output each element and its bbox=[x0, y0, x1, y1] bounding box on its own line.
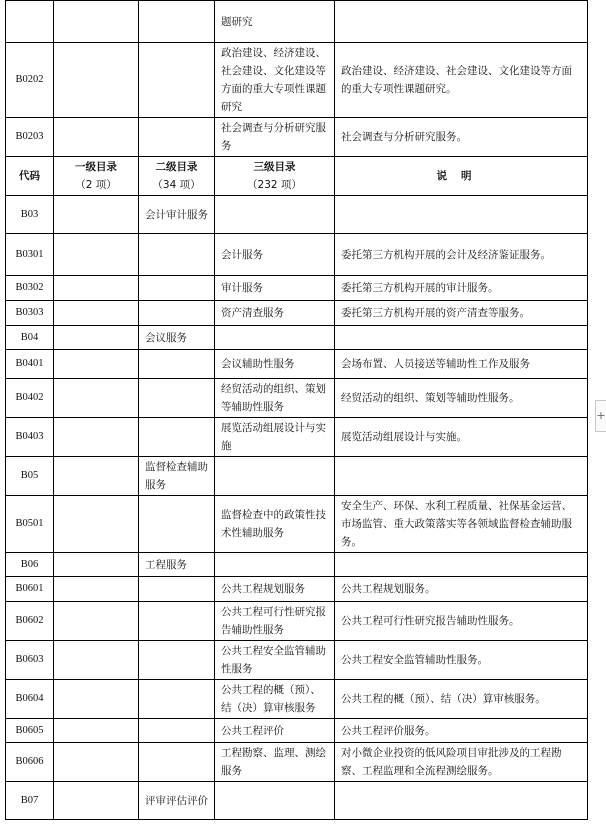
table-row bbox=[6, 641, 588, 680]
cell-level2 bbox=[139, 602, 215, 641]
cell-level1 bbox=[54, 680, 139, 719]
cell-note bbox=[335, 782, 588, 820]
table-body-top bbox=[6, 1, 588, 157]
table-header bbox=[6, 157, 588, 196]
cell-level3: 审计服务 bbox=[215, 276, 335, 301]
cell-level1 bbox=[54, 43, 139, 118]
cell-level3: 经贸活动的组织、策划等辅助性服务 bbox=[215, 379, 335, 418]
cell-level3: 公共工程安全监管辅助性服务 bbox=[215, 641, 335, 680]
cell-level3: 公共工程可行性研究报告辅助性服务 bbox=[215, 602, 335, 641]
cell-level2 bbox=[139, 118, 215, 157]
cell-level1 bbox=[54, 196, 139, 234]
table-row bbox=[6, 680, 588, 719]
cell-level1 bbox=[54, 782, 139, 820]
header-level1: 一级目录 （2 项） bbox=[54, 157, 139, 196]
cell-level2 bbox=[139, 719, 215, 743]
cell-code: B07 bbox=[6, 782, 54, 820]
table-row bbox=[6, 1, 588, 43]
expand-tab[interactable] bbox=[595, 400, 606, 432]
cell-code: B0402 bbox=[6, 379, 54, 418]
header-level2: 二级目录 （34 项） bbox=[139, 157, 215, 196]
cell-level1 bbox=[54, 719, 139, 743]
cell-level2 bbox=[139, 418, 215, 457]
cell-level1 bbox=[54, 118, 139, 157]
cell-level3: 会计服务 bbox=[215, 234, 335, 276]
cell-code: B0606 bbox=[6, 743, 54, 782]
cell-note: 公共工程评价服务。 bbox=[335, 719, 588, 743]
table-row bbox=[6, 301, 588, 326]
cell-note: 政治建设、经济建设、社会建设、文化建设等方面的重大专项性课题研究。 bbox=[335, 43, 588, 118]
cell-level2 bbox=[139, 680, 215, 719]
table-row bbox=[6, 602, 588, 641]
cell-level2 bbox=[139, 379, 215, 418]
cell-level1 bbox=[54, 602, 139, 641]
cell-code bbox=[6, 1, 54, 43]
cell-level3: 工程勘察、监理、测绘服务 bbox=[215, 743, 335, 782]
cell-code: B0203 bbox=[6, 118, 54, 157]
cell-code: B0202 bbox=[6, 43, 54, 118]
header-level3: 三级目录 （232 项） bbox=[215, 157, 335, 196]
cell-code: B0401 bbox=[6, 350, 54, 379]
cell-level2 bbox=[139, 301, 215, 326]
cell-level3 bbox=[215, 457, 335, 496]
cell-level3: 资产清查服务 bbox=[215, 301, 335, 326]
cell-note: 委托第三方机构开展的资产清查等服务。 bbox=[335, 301, 588, 326]
cell-note: 展览活动组展设计与实施。 bbox=[335, 418, 588, 457]
cell-code: B0403 bbox=[6, 418, 54, 457]
cell-code: B0501 bbox=[6, 496, 54, 553]
cell-level3: 公共工程的概（预）、结（决）算审核服务 bbox=[215, 680, 335, 719]
header-note: 说明 bbox=[335, 157, 588, 196]
cell-code: B0603 bbox=[6, 641, 54, 680]
cell-level3: 监督检查中的政策性技术性辅助服务 bbox=[215, 496, 335, 553]
cell-code: B0303 bbox=[6, 301, 54, 326]
cell-level3: 社会调查与分析研究服务 bbox=[215, 118, 335, 157]
table-row bbox=[6, 496, 588, 553]
table-row bbox=[6, 719, 588, 743]
cell-level2 bbox=[139, 43, 215, 118]
cell-level1 bbox=[54, 379, 139, 418]
cell-level3: 公共工程规划服务 bbox=[215, 577, 335, 602]
cell-level3: 会议辅助性服务 bbox=[215, 350, 335, 379]
table-row bbox=[6, 196, 588, 234]
cell-code: B0602 bbox=[6, 602, 54, 641]
cell-level2: 评审评估评价 bbox=[139, 782, 215, 820]
table-row bbox=[6, 326, 588, 350]
cell-level1 bbox=[54, 326, 139, 350]
catalog-table bbox=[5, 0, 588, 820]
table-row bbox=[6, 577, 588, 602]
cell-note: 社会调查与分析研究服务。 bbox=[335, 118, 588, 157]
cell-level2 bbox=[139, 496, 215, 553]
cell-level2: 工程服务 bbox=[139, 553, 215, 577]
table-body-main bbox=[6, 196, 588, 820]
cell-note: 委托第三方机构开展的审计服务。 bbox=[335, 276, 588, 301]
cell-level1 bbox=[54, 457, 139, 496]
cell-level3 bbox=[215, 553, 335, 577]
cell-note: 公共工程安全监管辅助性服务。 bbox=[335, 641, 588, 680]
table-row bbox=[6, 418, 588, 457]
table-row bbox=[6, 350, 588, 379]
table-row bbox=[6, 782, 588, 820]
cell-code: B0302 bbox=[6, 276, 54, 301]
cell-level1 bbox=[54, 641, 139, 680]
table-row bbox=[6, 234, 588, 276]
table-row bbox=[6, 276, 588, 301]
cell-level3: 展览活动组展设计与实施 bbox=[215, 418, 335, 457]
cell-note bbox=[335, 196, 588, 234]
cell-level2 bbox=[139, 743, 215, 782]
cell-note: 委托第三方机构开展的会计及经济鉴证服务。 bbox=[335, 234, 588, 276]
cell-level1 bbox=[54, 234, 139, 276]
header-row bbox=[6, 157, 588, 196]
cell-level2 bbox=[139, 276, 215, 301]
table-row bbox=[6, 457, 588, 496]
cell-level2 bbox=[139, 350, 215, 379]
cell-level1 bbox=[54, 350, 139, 379]
cell-level2 bbox=[139, 577, 215, 602]
cell-level1 bbox=[54, 301, 139, 326]
cell-code: B06 bbox=[6, 553, 54, 577]
cell-code: B0601 bbox=[6, 577, 54, 602]
cell-level1 bbox=[54, 553, 139, 577]
table-row bbox=[6, 743, 588, 782]
cell-note: 会场布置、人员接送等辅助性工作及服务 bbox=[335, 350, 588, 379]
cell-note bbox=[335, 457, 588, 496]
cell-level1 bbox=[54, 1, 139, 43]
cell-note: 经贸活动的组织、策划等辅助性服务。 bbox=[335, 379, 588, 418]
cell-level3: 政治建设、经济建设、社会建设、文化建设等方面的重大专项性课题研究 bbox=[215, 43, 335, 118]
cell-level1 bbox=[54, 743, 139, 782]
table-row bbox=[6, 379, 588, 418]
cell-note: 安全生产、环保、水利工程质量、社保基金运营、市场监管、重大政策落实等各领域监督检查辅助服务。 bbox=[335, 496, 588, 553]
table-row bbox=[6, 43, 588, 118]
cell-note bbox=[335, 553, 588, 577]
cell-code: B0301 bbox=[6, 234, 54, 276]
cell-level2 bbox=[139, 641, 215, 680]
table-row bbox=[6, 118, 588, 157]
cell-note: 公共工程可行性研究报告辅助性服务。 bbox=[335, 602, 588, 641]
cell-note: 公共工程的概（预）、结（决）算审核服务。 bbox=[335, 680, 588, 719]
cell-level2: 会议服务 bbox=[139, 326, 215, 350]
cell-level2 bbox=[139, 234, 215, 276]
cell-code: B04 bbox=[6, 326, 54, 350]
cell-level3: 公共工程评价 bbox=[215, 719, 335, 743]
cell-note: 公共工程规划服务。 bbox=[335, 577, 588, 602]
cell-code: B0605 bbox=[6, 719, 54, 743]
table-row bbox=[6, 553, 588, 577]
cell-code: B03 bbox=[6, 196, 54, 234]
cell-level2: 监督检查辅助服务 bbox=[139, 457, 215, 496]
cell-level3: 题研究 bbox=[215, 1, 335, 43]
cell-level2: 会计审计服务 bbox=[139, 196, 215, 234]
cell-level1 bbox=[54, 496, 139, 553]
cell-level1 bbox=[54, 276, 139, 301]
cell-note bbox=[335, 326, 588, 350]
plus-icon: + bbox=[596, 409, 606, 422]
cell-level3 bbox=[215, 782, 335, 820]
cell-note bbox=[335, 1, 588, 43]
cell-note: 对小微企业投资的低风险项目审批涉及的工程勘察、工程监理和全流程测绘服务。 bbox=[335, 743, 588, 782]
cell-level2 bbox=[139, 1, 215, 43]
header-code: 代码 bbox=[6, 157, 54, 196]
cell-level3 bbox=[215, 196, 335, 234]
cell-code: B05 bbox=[6, 457, 54, 496]
cell-code: B0604 bbox=[6, 680, 54, 719]
cell-level1 bbox=[54, 577, 139, 602]
cell-level3 bbox=[215, 326, 335, 350]
cell-level1 bbox=[54, 418, 139, 457]
